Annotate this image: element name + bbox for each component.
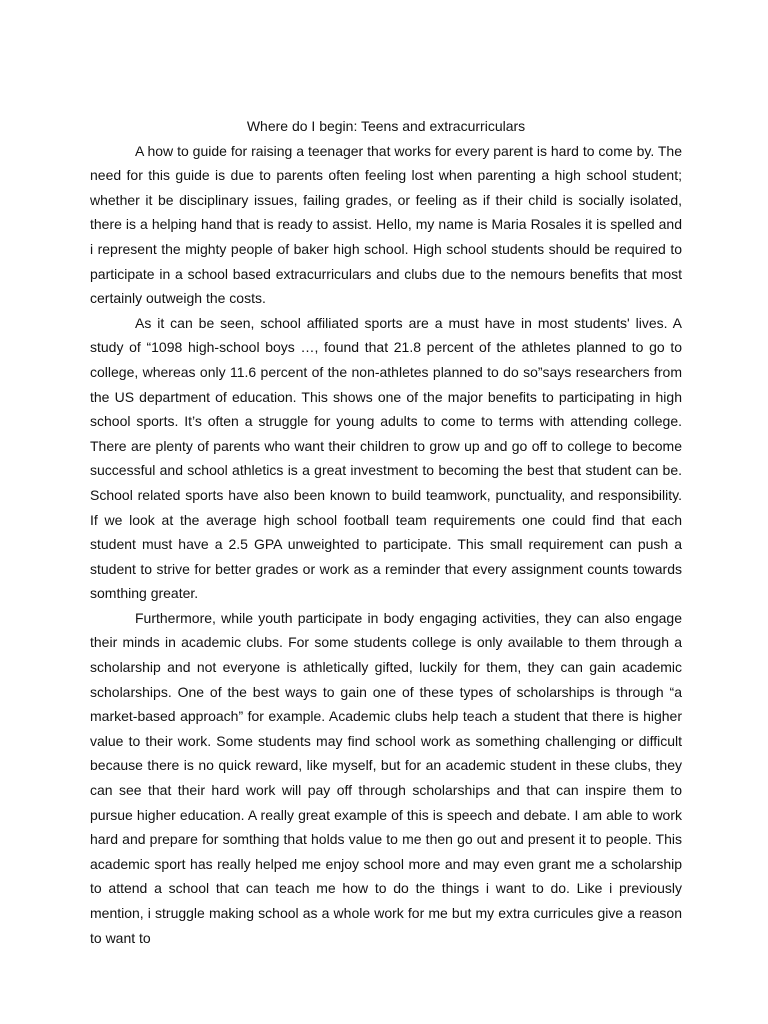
paragraph-sports: As it can be seen, school affiliated sports are a must have in most students' lives. A study of “1098 high-school boys …, found that 21.8 percent of the athletes planned to go to college, whereas only 11.6 percent of the non-athletes planned to do so”says researchers from the US department of education. This shows one of the major benefits to participating in high school sports. It’s often a struggle for young adults to come to terms with attending college. There are plenty of parents who want their children to grow up and go off to college to become successful and school athletics is a great investment to becoming the best that student can be. School related sports have also been known to build teamwork, punctuality, and responsibility. If we look at the average high school football team requirements one could find that each student must have a 2.5 GPA unweighted to participate. This small requirement can push a student to strive for better grades or work as a reminder that every assignment counts towards somthing greater. [90, 314, 682, 602]
document-body [90, 114, 682, 950]
document-title: Where do I begin: Teens and extracurriculars [246, 118, 526, 134]
paragraph-intro: A how to guide for raising a teenager that works for every parent is hard to come by. The need for this guide is due to parents often feeling lost when parenting a high school student; whether it be disciplinary issues, failing grades, or feeling as if their child is socially isolated, there is a helping hand that is ready to assist. Hello, my name is Maria Rosales it is spelled and i represent the mighty people of baker high school. High school students should be required to participate in a school based extracurriculars and clubs due to the nemours benefits that most certainly outweigh the costs. [90, 142, 682, 307]
paragraph-academic-clubs: Furthermore, while youth participate in body engaging activities, they can also engage their minds in academic clubs. For some students college is only available to them through a scholarship and not everyone is athletically gifted, luckily for them, they can gain academic scholarships. One of the best ways to gain one of these types of scholarships is through “a market-based approach” for example. Academic clubs help teach a student that there is higher value to their work. Some students may find school work as something challenging or difficult because there is no quick reward, like myself, but for an academic student in these clubs, they can see that their hard work will pay off through scholarships and that can inspire them to pursue higher education. A really great example of this is speech and debate. I am able to work hard and prepare for somthing that holds value to me then go out and present it to people. This academic sport has really helped me enjoy school more and may even grant me a scholarship to attend a school that can teach me how to do the things i want to do. Like i previously mention, i struggle making school as a whole work for me but my extra curricules give a reason to want to [90, 609, 682, 946]
